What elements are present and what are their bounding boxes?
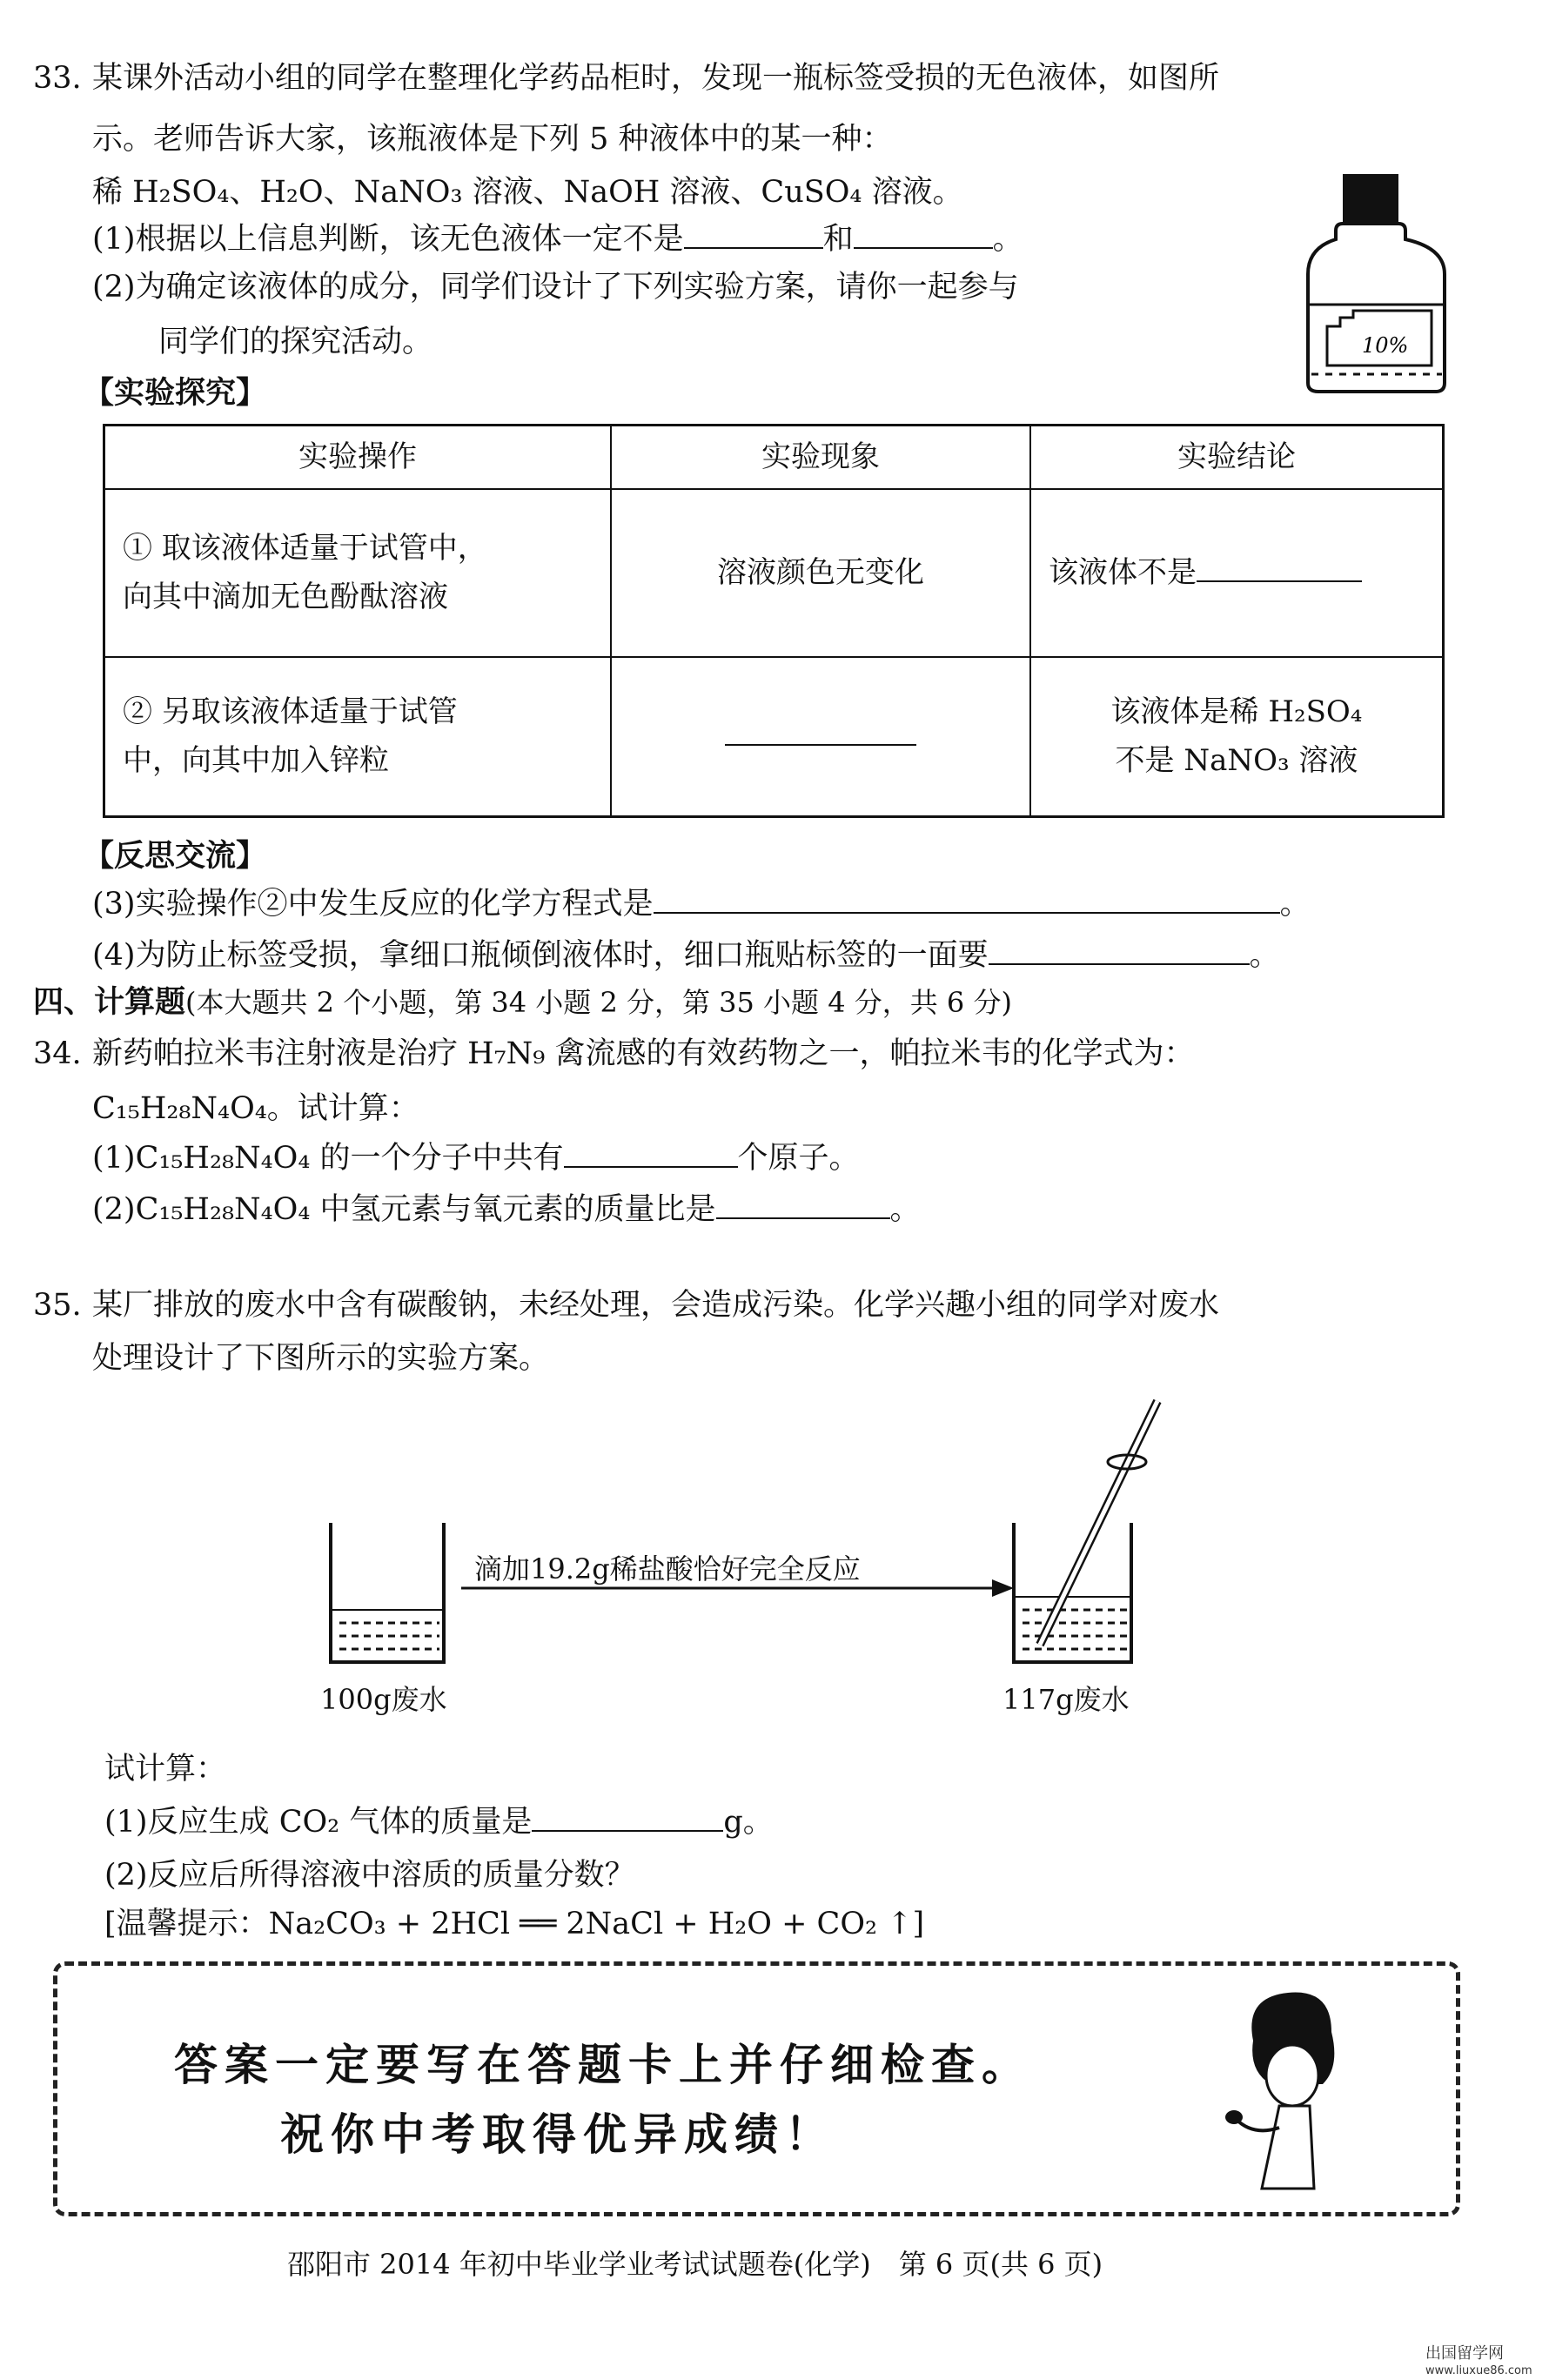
section4-title: 四、计算题	[33, 984, 186, 1020]
q35-line2: 处理设计了下图所示的实验方案。	[92, 1341, 550, 1376]
q33-sub1-and: 和	[822, 222, 854, 257]
q33-sub4-text: (4)为防止标签受损，拿细口瓶倾倒液体时，细口瓶贴标签的一面要	[92, 938, 989, 973]
table-cell-phenomenon	[611, 657, 1030, 817]
answer-blank[interactable]	[532, 1804, 723, 1832]
arrow-label: 滴加19.2g稀盐酸恰好完全反应	[474, 1552, 861, 1586]
q34-line2: C₁₅H₂₈N₄O₄。试计算：	[92, 1091, 419, 1126]
beaker-after-icon	[1014, 1523, 1131, 1662]
table-header: 实验操作	[104, 426, 612, 489]
beaker-before-icon	[331, 1523, 444, 1662]
q35-sub2: (2)反应后所得溶液中溶质的质量分数？	[104, 1858, 635, 1893]
q33-sub3-end: 。	[1279, 887, 1311, 922]
cartoon-girl-icon	[1218, 1988, 1358, 2197]
section-experiment: 【实验探究】	[84, 375, 267, 411]
section4-heading	[33, 983, 1012, 1022]
answer-blank[interactable]	[684, 221, 823, 249]
reagent-bottle-figure	[1301, 170, 1453, 396]
experiment-diagram	[313, 1375, 1184, 1671]
q34-sub2-end: 。	[889, 1192, 921, 1227]
q34-sub1-end: 个原子。	[737, 1141, 860, 1176]
q35-sub1-text: (1)反应生成 CO₂ 气体的质量是	[104, 1805, 533, 1840]
table-cell-phenomenon: 溶液颜色无变化	[611, 489, 1030, 657]
conclusion-text: 该液体是稀 H₂SO₄	[1110, 694, 1363, 730]
answer-blank[interactable]	[654, 886, 1280, 914]
q35-calc: 试计算：	[104, 1752, 227, 1787]
q33-line1: 某课外活动小组的同学在整理化学药品柜时，发现一瓶标签受损的无色液体，如图所	[92, 61, 1220, 96]
conclusion-text: 不是 NaNO₃ 溶液	[1115, 743, 1358, 779]
watermark-logo	[1425, 2345, 1532, 2380]
q33-sub1-text: (1)根据以上信息判断，该无色液体一定不是	[92, 222, 684, 257]
q33-sub2-cont: 同学们的探究活动。	[158, 325, 433, 359]
table-row	[104, 489, 1444, 657]
stirring-rod-icon	[1040, 1401, 1157, 1645]
q34-sub2-text: (2)C₁₅H₂₈N₄O₄ 中氢元素与氧元素的质量比是	[92, 1192, 716, 1227]
answer-blank[interactable]	[564, 1140, 738, 1168]
q33-line3: 稀 H₂SO₄、H₂O、NaNO₃ 溶液、NaOH 溶液、CuSO₄ 溶液。	[92, 175, 963, 210]
q35-sub1	[104, 1803, 774, 1841]
q33-sub4-end: 。	[1249, 938, 1280, 973]
beaker-after-label: 117g废水	[1002, 1683, 1130, 1716]
q34-sub1	[92, 1139, 860, 1177]
page-footer: 邵阳市 2014 年初中毕业学业考试试题卷(化学) 第 6 页(共 6 页)	[287, 2248, 1103, 2281]
table-cell-conclusion	[1030, 489, 1444, 657]
answer-blank[interactable]	[716, 1191, 890, 1219]
q34-sub1-text: (1)C₁₅H₂₈N₄O₄ 的一个分子中共有	[92, 1141, 564, 1176]
watermark-url: www.liuxue86.com	[1425, 2364, 1532, 2377]
q33-number: 33.	[33, 61, 82, 96]
q33-sub1-end: 。	[992, 222, 1023, 257]
experiment-table	[103, 424, 1445, 818]
table-cell-operation	[104, 657, 612, 817]
motto-line2: 祝你中考取得优异成绩！	[280, 2108, 835, 2160]
beaker-before-label: 100g废水	[320, 1683, 447, 1716]
table-cell-conclusion	[1030, 657, 1444, 817]
table-cell-operation	[104, 489, 612, 657]
q33-sub2: (2)为确定该液体的成分，同学们设计了下列实验方案，请你一起参与	[92, 270, 1019, 305]
q35-number: 35.	[33, 1288, 82, 1323]
answer-blank[interactable]	[725, 718, 916, 746]
operation-line: ① 取该液体适量于试管中，	[123, 531, 487, 566]
table-row	[104, 657, 1444, 817]
motto-line1: 答案一定要写在答题卡上并仔细检查。	[174, 2039, 1032, 2090]
q33-sub3	[92, 885, 1311, 923]
q35-sub1-end: g。	[723, 1805, 774, 1840]
table-header: 实验现象	[611, 426, 1030, 489]
table-header: 实验结论	[1030, 426, 1444, 489]
q35-line1: 某厂排放的废水中含有碳酸钠，未经处理，会造成污染。化学兴趣小组的同学对废水	[92, 1288, 1220, 1323]
q34-line1: 新药帕拉米韦注射液是治疗 H₇N₉ 禽流感的有效药物之一，帕拉米韦的化学式为：	[92, 1036, 1195, 1071]
q34-number: 34.	[33, 1036, 82, 1071]
q35-hint: [温馨提示：Na₂CO₃ + 2HCl ══ 2NaCl + H₂O + CO₂ ↑]	[104, 1907, 925, 1941]
section-reflect: 【反思交流】	[84, 838, 267, 874]
answer-blank[interactable]	[989, 937, 1250, 965]
answer-blank[interactable]	[854, 221, 993, 249]
q33-sub1	[92, 220, 1023, 258]
section4-note: (本大题共 2 个小题，第 34 小题 2 分，第 35 小题 4 分，共 6 分)	[185, 986, 1012, 1019]
q33-sub4	[92, 936, 1280, 975]
bottle-label: 10%	[1362, 333, 1409, 358]
answer-blank[interactable]	[1197, 554, 1362, 582]
watermark-name: 出国留学网	[1425, 2344, 1504, 2363]
q33-line2: 示。老师告诉大家，该瓶液体是下列 5 种液体中的某一种：	[92, 122, 893, 157]
operation-line: 向其中滴加无色酚酞溶液	[123, 580, 448, 614]
conclusion-text: 该液体不是	[1049, 555, 1197, 590]
operation-line: 中，向其中加入锌粒	[123, 743, 389, 779]
operation-line: ② 另取该液体适量于试管	[123, 694, 458, 730]
q34-sub2	[92, 1190, 921, 1229]
q33-sub3-text: (3)实验操作②中发生反应的化学方程式是	[92, 887, 654, 922]
